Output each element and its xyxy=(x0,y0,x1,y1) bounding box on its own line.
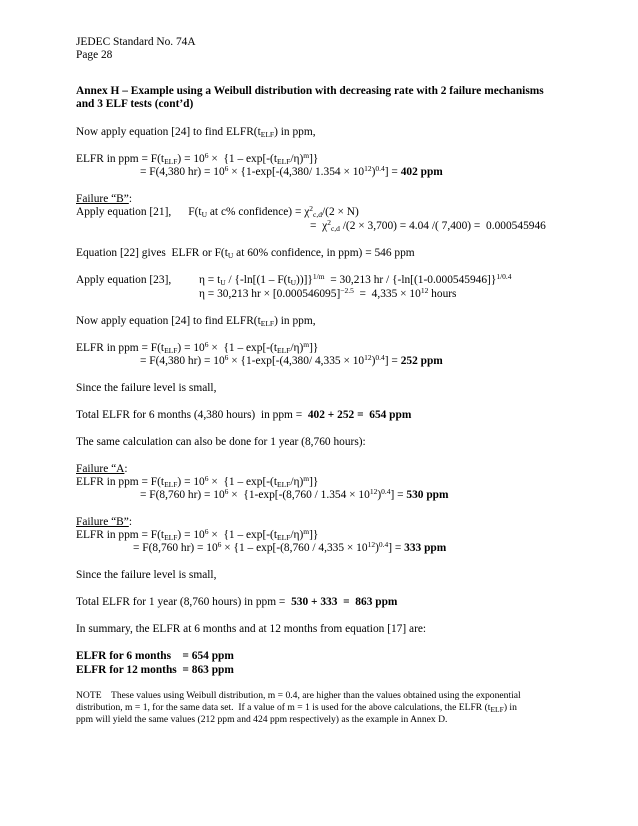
equation-23-line2: η = 30,213 hr × $[0.000546095]^{-2.5} = 4,335 \times 10^{12}$ hours xyxy=(199,286,457,300)
paragraph-apply-eq24-2: Now apply equation [24] to find $ELFR(t_{ELF})$ in ppm, xyxy=(76,315,316,328)
equation-23-eta: $\eta = t_U / \{-\ln[(1 - F(t_U))]\}^{1/m} = 30,213$ hr / {$-\ln[(1-0.000545946]\}^{1/0.4}$ xyxy=(199,272,512,287)
equation-elfr-line2: = F(4,380 $hr) = 10^6 \times \{1-\exp[-(4,380/$ $1.354 \times 10^{12})^{0.4}] = 402$ ppm xyxy=(140,164,443,178)
equation-elfr-b-line1: ELFR in ppm = $F(t_{ELF}) = 10^6 \times \{1 - \exp[-(t_{ELF}/\eta)^m]\}$ xyxy=(76,340,319,355)
annex-title-line2: and 3 ELF tests (cont’d) xyxy=(76,98,194,110)
total-elfr-6-months: Total ELFR for 6 months (4,380 hours) in ppm = 402 + 252 = 654 ppm xyxy=(76,409,412,421)
equation-elfr-line1: ELFR in ppm = $F(t_{ELF}) = 10^6 \times \{1 - \exp[-(t_{ELF}/\eta)^m]\}$ xyxy=(76,151,319,166)
paragraph-summary: In summary, the ELFR at 6 months and at 12 months from equation [17] are: xyxy=(76,623,427,635)
total-elfr-12-months: Total ELFR for 1 year (8,760 hours) in ppm = 530 + 333 = 863 ppm xyxy=(76,596,398,608)
failure-a2-heading: Failure “A: xyxy=(76,463,128,475)
failure-b-heading: Failure “B”: xyxy=(76,193,132,205)
equation-elfr-b2-line1: ELFR in ppm = $F(t_{ELF}) = 10^6 \times \{1 - \exp[-(t_{ELF}/\eta)^m]\}$ xyxy=(76,527,319,542)
note-line3: ppm will yield the same values (212 ppm and 424 ppm respectively) as the example in Annex D. xyxy=(76,714,448,725)
paragraph-apply-eq24: Now apply equation [24] to find $ELFR(t_{ELF})$ in ppm, xyxy=(76,126,316,139)
paragraph-failure-small: Since the failure level is small, xyxy=(76,382,217,394)
paragraph-failure-small-2: Since the failure level is small, xyxy=(76,569,217,581)
failure-b-chi-result: = $\chi^2_{c,d}$ /(2 × 3,700) = 4.04 /( 7,400) = 0.000545946 xyxy=(310,218,546,233)
final-elfr-12-months: ELFR for 12 months = 863 ppm xyxy=(76,664,234,676)
equation-elfr-a2-line1: ELFR in ppm = $F(t_{ELF}) = 10^6 \times \{1 - \exp[-(t_{ELF}/\eta)^m]\}$ xyxy=(76,474,319,489)
equation-elfr-b2-line2: = F(8,760 $hr) = 10^6 \times \{1 - \exp[-(8,760 / 4,335 \times 10^{12})^{0.4}] = 333$ ppm xyxy=(133,540,447,554)
equation-22-result: Equation [22] gives ELFR or $F(t_U$ at 60% confidence, in ppm) = 546 ppm xyxy=(76,247,415,260)
failure-b2-heading: Failure “B”: xyxy=(76,516,132,528)
paragraph-same-calc: The same calculation can also be done for 1 year (8,760 hours): xyxy=(76,436,366,448)
header-standard: JEDEC Standard No. 74A xyxy=(76,36,196,48)
note-line2: distribution, m = 1, for the same data set. If a value of m = 1 is used for the above calculations, the ELFR $(t_{ELF})$ in xyxy=(76,702,517,714)
header-page-number: Page 28 xyxy=(76,49,113,61)
equation-elfr-a2-line2: = F(8,760 $hr) = 10^6 \times \{1-\exp[-(8,760 / 1.354 \times 10^{12})^{0.4}] = 530$ ppm xyxy=(140,487,449,501)
failure-b-apply-eq21: Apply equation [21], $F(t_U$ at c% confidence) = $\chi^2_{c,d}/(2 \times N)$ xyxy=(76,204,359,219)
note-line1: NOTE These values using Weibull distribution, m = 0.4, are higher than the values obtained using the exponential xyxy=(76,690,521,701)
annex-title-line1: Annex H – Example using a Weibull distribution with decreasing rate with 2 failure mechanisms xyxy=(76,85,544,97)
equation-23-line1: Apply equation [23], xyxy=(76,274,172,286)
final-elfr-6-months: ELFR for 6 months = 654 ppm xyxy=(76,650,234,662)
equation-elfr-b-line2: = F(4,380 $hr) = 10^6 \times \{1-\exp[-(4,380/$ $4,335 \times 10^{12})^{0.4}] = 252$ ppm xyxy=(140,353,443,367)
